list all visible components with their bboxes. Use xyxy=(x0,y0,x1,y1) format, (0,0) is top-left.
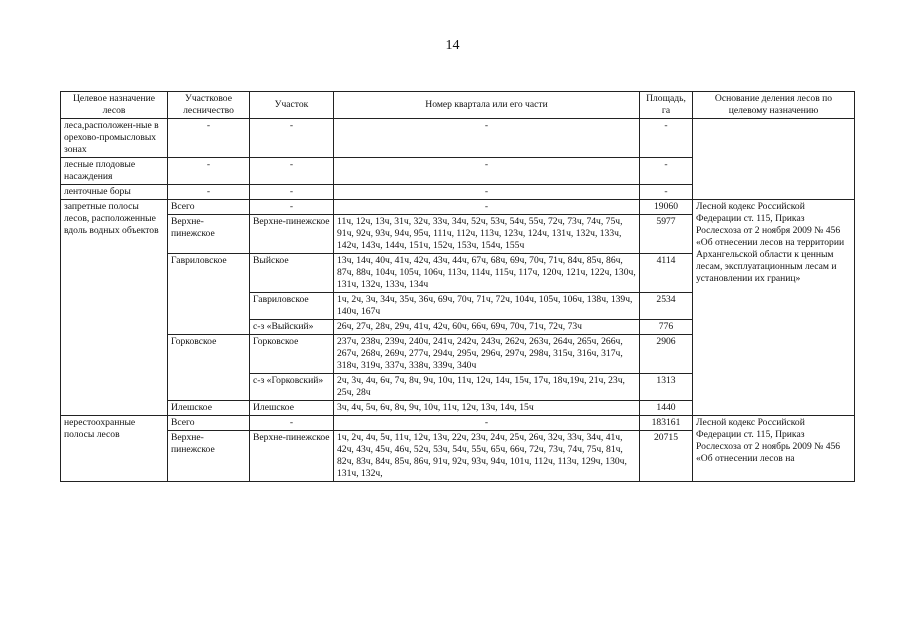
page-number: 14 xyxy=(445,38,460,53)
site-cell: Гавриловское xyxy=(250,293,334,320)
purpose-cell: лесные плодовые насаждения xyxy=(61,158,168,185)
header-quarters: Номер квартала или его части xyxy=(334,92,640,119)
basis-cell: Лесной кодекс Российской Федерации ст. 115, Приказ Рослесхоза от 2 ноябрь 2009 № 456 «Об отнесении лесов на xyxy=(693,416,855,482)
header-basis: Основание деления лесов по целевому назначению xyxy=(693,92,855,119)
header-forestry: Участковое лесничество xyxy=(168,92,250,119)
site-cell: Илешское xyxy=(250,401,334,416)
quarters-cell: - xyxy=(334,185,640,200)
site-cell: Верхне-пинежское xyxy=(250,215,334,254)
forestry-cell: Всего xyxy=(168,200,250,215)
table-row xyxy=(61,416,855,431)
area-cell: 1313 xyxy=(640,374,693,401)
basis-cell: Лесной кодекс Российской Федерации ст. 115, Приказ Рослесхоза от 2 ноября 2009 № 456 «Об отнесении лесов на территории Архангельской области к ценным лесам, эксплуатационным лесам и установлении их границ» xyxy=(693,200,855,416)
area-cell: 183161 xyxy=(640,416,693,431)
quarters-cell: 2ч, 3ч, 4ч, 6ч, 7ч, 8ч, 9ч, 10ч, 11ч, 12ч, 14ч, 15ч, 17ч, 18ч,19ч, 21ч, 23ч, 25ч, 28ч xyxy=(334,374,640,401)
site-cell: - xyxy=(250,416,334,431)
area-cell: 19060 xyxy=(640,200,693,215)
forestry-cell: Горковское xyxy=(168,335,250,401)
forestry-cell: - xyxy=(168,158,250,185)
forestry-cell: Верхне-пинежское xyxy=(168,431,250,482)
forestry-cell: Илешское xyxy=(168,401,250,416)
purpose-cell: запретные полосы лесов, расположенные вдоль водных объектов xyxy=(61,200,168,416)
purpose-cell: леса,расположен-ные в орехово-промысловых зонах xyxy=(61,119,168,158)
site-cell: Горковское xyxy=(250,335,334,374)
quarters-cell: 1ч, 2ч, 3ч, 34ч, 35ч, 36ч, 69ч, 70ч, 71ч, 72ч, 104ч, 105ч, 106ч, 138ч, 139ч, 140ч, 167ч xyxy=(334,293,640,320)
forestry-cell: - xyxy=(168,185,250,200)
site-cell: - xyxy=(250,158,334,185)
forest-purpose-table xyxy=(60,91,855,482)
area-cell: - xyxy=(640,185,693,200)
basis-cell-empty xyxy=(693,119,855,200)
area-cell: 2534 xyxy=(640,293,693,320)
quarters-cell: 26ч, 27ч, 28ч, 29ч, 41ч, 42ч, 60ч, 66ч, 69ч, 70ч, 71ч, 72ч, 73ч xyxy=(334,320,640,335)
site-cell: с-з «Выйский» xyxy=(250,320,334,335)
header-purpose: Целевое назначение лесов xyxy=(61,92,168,119)
area-cell: 5977 xyxy=(640,215,693,254)
purpose-cell: нерестоохранные полосы лесов xyxy=(61,416,168,482)
site-cell: Выйское xyxy=(250,254,334,293)
site-cell: - xyxy=(250,185,334,200)
site-cell: - xyxy=(250,200,334,215)
area-cell: - xyxy=(640,158,693,185)
header-area: Площадь, га xyxy=(640,92,693,119)
forestry-cell: Верхне-пинежское xyxy=(168,215,250,254)
quarters-cell: 3ч, 4ч, 5ч, 6ч, 8ч, 9ч, 10ч, 11ч, 12ч, 13ч, 14ч, 15ч xyxy=(334,401,640,416)
quarters-cell: - xyxy=(334,416,640,431)
quarters-cell: 237ч, 238ч, 239ч, 240ч, 241ч, 242ч, 243ч, 262ч, 263ч, 264ч, 265ч, 266ч, 267ч, 268ч, 269ч, 277ч, 294ч, 295ч, 296ч, 297ч, 298ч, 315ч, 316ч, 317ч, 318ч, 319ч, 337ч, 338ч, 339ч, 340ч xyxy=(334,335,640,374)
forestry-cell: Всего xyxy=(168,416,250,431)
site-cell: с-з «Горковский» xyxy=(250,374,334,401)
quarters-cell: - xyxy=(334,200,640,215)
area-cell: 2906 xyxy=(640,335,693,374)
area-cell: 20715 xyxy=(640,431,693,482)
table-row xyxy=(61,119,855,158)
table-header-row xyxy=(61,92,855,119)
quarters-cell: 11ч, 12ч, 13ч, 31ч, 32ч, 33ч, 34ч, 52ч, 53ч, 54ч, 55ч, 72ч, 73ч, 74ч, 75ч, 91ч, 92ч, 93ч, 94ч, 95ч, 111ч, 112ч, 113ч, 123ч, 124ч, 131ч, 132ч, 133ч, 142ч, 143ч, 144ч, 151ч, 152ч, 153ч, 154ч, 155ч xyxy=(334,215,640,254)
quarters-cell: - xyxy=(334,119,640,158)
forestry-cell: - xyxy=(168,119,250,158)
forestry-cell: Гавриловское xyxy=(168,254,250,335)
area-cell: - xyxy=(640,119,693,158)
area-cell: 4114 xyxy=(640,254,693,293)
purpose-cell: ленточные боры xyxy=(61,185,168,200)
quarters-cell: - xyxy=(334,158,640,185)
quarters-cell: 13ч, 14ч, 40ч, 41ч, 42ч, 43ч, 44ч, 67ч, 68ч, 69ч, 70ч, 71ч, 84ч, 85ч, 86ч, 87ч, 88ч, 104ч, 105ч, 106ч, 113ч, 114ч, 115ч, 117ч, 120ч, 121ч, 122ч, 130ч, 131ч, 132ч, 133ч, 134ч xyxy=(334,254,640,293)
site-cell: Верхне-пинежское xyxy=(250,431,334,482)
header-site: Участок xyxy=(250,92,334,119)
site-cell: - xyxy=(250,119,334,158)
quarters-cell: 1ч, 2ч, 4ч, 5ч, 11ч, 12ч, 13ч, 22ч, 23ч, 24ч, 25ч, 26ч, 32ч, 33ч, 34ч, 41ч, 42ч, 43ч, 45ч, 46ч, 52ч, 53ч, 54ч, 55ч, 65ч, 66ч, 72ч, 73ч, 74ч, 75ч, 81ч, 82ч, 83ч, 84ч, 85ч, 86ч, 91ч, 92ч, 93ч, 94ч, 101ч, 112ч, 113ч, 129ч, 130ч, 131ч, 132ч, xyxy=(334,431,640,482)
table-row xyxy=(61,200,855,215)
area-cell: 776 xyxy=(640,320,693,335)
area-cell: 1440 xyxy=(640,401,693,416)
